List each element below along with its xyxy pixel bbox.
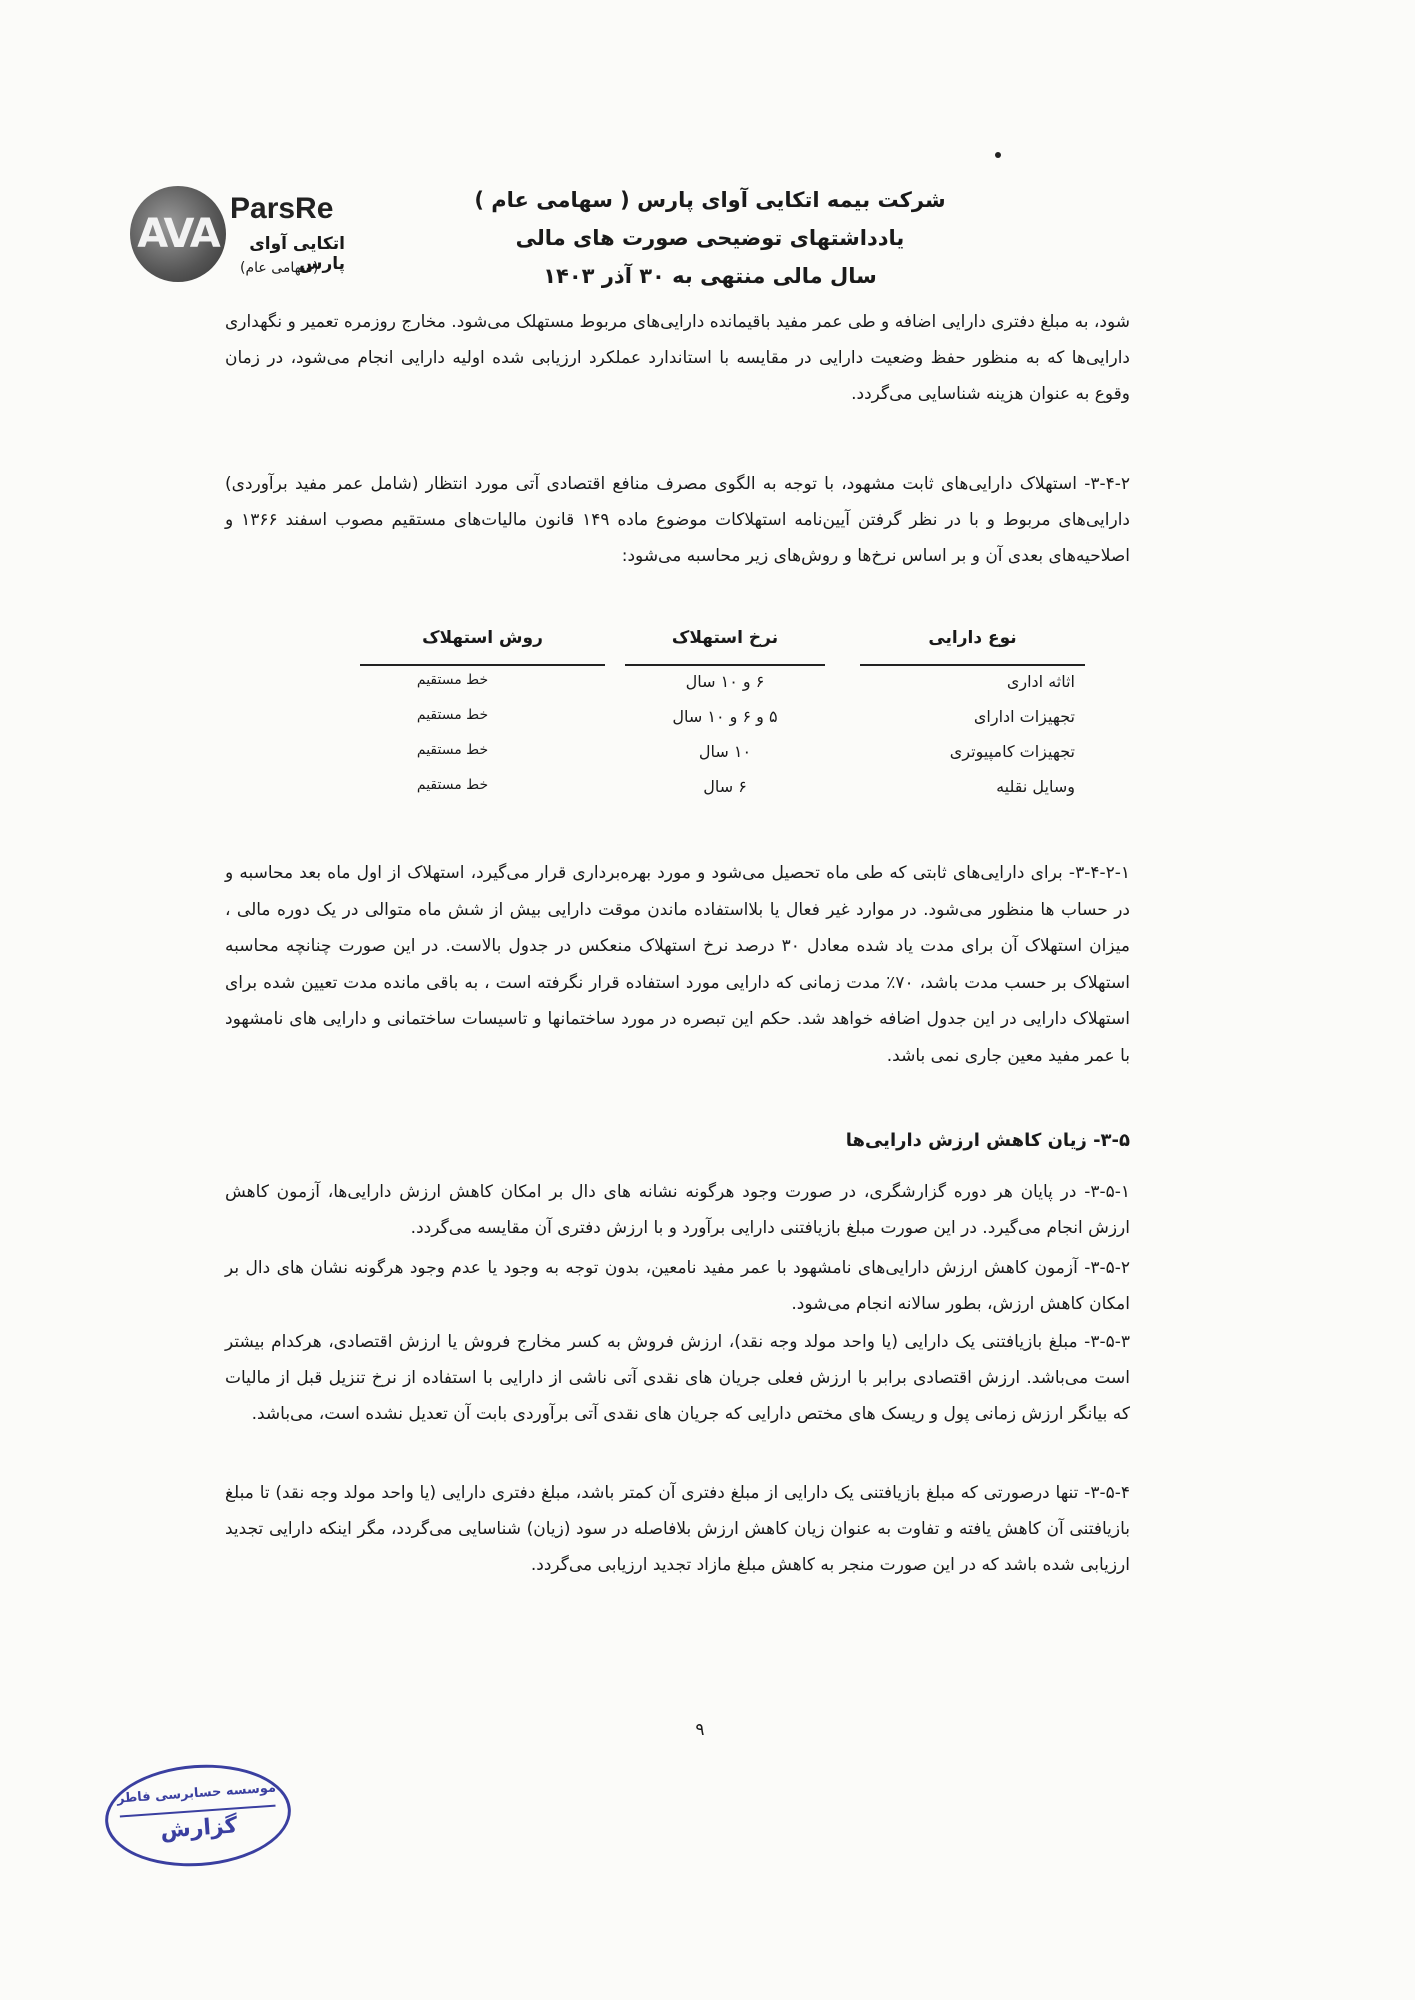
- cell-asset-type: وسایل نقلیه: [996, 777, 1075, 796]
- header-underline: [360, 664, 605, 666]
- stamp-label: گزارش: [159, 1813, 239, 1844]
- cell-rate: ۶ و ۱۰ سال: [685, 672, 765, 691]
- cell-method: خط مستقیم: [416, 742, 489, 758]
- document-subtitle: یادداشتهای توضیحی صورت های مالی: [515, 226, 905, 250]
- logo-type-fa: (سهامی عام): [240, 260, 319, 276]
- company-logo: [130, 178, 345, 288]
- cell-rate: ۵ و ۶ و ۱۰ سال: [672, 707, 778, 726]
- logo-mark: AVA: [137, 211, 219, 257]
- cell-asset-type: تجهیزات کامپیوتری: [949, 742, 1075, 761]
- paragraph-3-5-3: ۳-۵-۳- مبلغ بازیافتنی یک دارایی (یا واحد مولد وجه نقد)، ارزش فروش به کسر مخارج فروش یا ارزش اقتصادی، هرکدام بیشتر است می‌باشد. ارزش اقتصادی برابر با ارزش فعلی جریان های نقدی آتی ناشی از دارایی با استفاده از نرخ تنزیل قبل از مالیات که بیانگر ارزش زمانی پول و ریسک های مختص دارایی که جریان های نقدی آتی برآوردی بابت آن تعدیل نشده است، می‌باشد.: [225, 1332, 1130, 1424]
- cell-method: خط مستقیم: [416, 707, 489, 723]
- table-row: [360, 742, 1085, 777]
- paragraph-3-4-2: ۳-۴-۲- استهلاک دارایی‌های ثابت مشهود، با توجه به الگوی مصرف منافع اقتصادی آتی مورد انتظار (شامل عمر مفید برآوردی) دارایی‌های مربوط و با در نظر گرفتن آیین‌نامه استهلاکات موضوع ماده ۱۴۹ قانون مالیات‌های مستقیم مصوب اسفند ۱۳۶۶ و اصلاحیه‌های بعدی آن و بر اساس نرخ‌ها و روش‌های زیر محاسبه می‌شود:: [225, 474, 1131, 566]
- paragraph-3-4-2-1: ۳-۴-۲-۱- برای دارایی‌های ثابتی که طی ماه تحصیل می‌شود و مورد بهره‌برداری قرار می‌گیرد، استهلاک از اول ماه بعد محاسبه و در حساب ها منظور می‌شود. در موارد غیر فعال یا بلااستفاده ماندن موقت دارایی بیش از شش ماه متوالی در یک دوره مالی ، میزان استهلاک آن برای مدت یاد شده معادل ۳۰ درصد نرخ استهلاک منعکس در جدول بالاست. در این صورت چنانچه محاسبه استهلاک بر حسب مدت باشد، ۷۰٪ مدت زمانی که دارایی مورد استفاده قرار نگرفته است ، به باقی مانده مدت تعیین شده برای استهلاک دارایی در این جدول اضافه خواهد شد. حکم این تبصره در مورد ساختمانها و تاسیسات ساختمانی و دارایی های نامشهود با عمر مفید معین جاری نمی باشد.: [225, 863, 1130, 1066]
- table-row: [360, 672, 1085, 707]
- header-depreciation-rate: نرخ استهلاک: [671, 628, 779, 648]
- stamp-firm-name: موسسه حسابرسی فاطر: [116, 1780, 277, 1807]
- header-depreciation-method: روش استهلاک: [422, 628, 543, 648]
- fiscal-period: سال مالی منتهی به ۳۰ آذر ۱۴۰۳: [543, 264, 877, 288]
- table-header: [360, 628, 1085, 662]
- table-row: [360, 707, 1085, 742]
- paragraph-intro: شود، به مبلغ دفتری دارایی اضافه و طی عمر مفید باقیمانده دارایی‌های مربوط مستهلک می‌شود. مخارج روزمره تعمیر و نگهداری دارایی‌ها که به منظور حفظ وضعیت دارایی در مقایسه با استاندارد عملکرد ارزیابی شده اولیه دارایی انجام می‌شود، در زمان وقوع به عنوان هزینه شناسایی می‌گردد.: [225, 312, 1130, 404]
- depreciation-table: [360, 628, 1085, 796]
- paragraph-3-5-4: ۳-۵-۴- تنها درصورتی که مبلغ بازیافتنی یک دارایی از مبلغ دفتری آن کمتر باشد، مبلغ دفتری دارایی (یا واحد مولد وجه نقد) تا مبلغ بازیافتنی آن کاهش یافته و تفاوت به عنوان زیان کاهش ارزش بلافاصله در سود (زیان) شناسایی می‌گردد، مگر اینکه دارایی تجدید ارزیابی شده باشد که در این صورت منجر به کاهش مبلغ مازاد تجدید ارزیابی می‌گردد.: [225, 1483, 1130, 1575]
- header-asset-type: نوع دارایی: [928, 628, 1017, 648]
- paragraph-3-5-1: ۳-۵-۱- در پایان هر دوره گزارشگری، در صورت وجود هرگونه نشانه های دال بر امکان کاهش ارزش دارایی‌ها، آزمون کاهش ارزش انجام می‌گیرد. در این صورت مبلغ بازیافتنی دارایی برآورد و با ارزش دفتری آن مقایسه می‌گردد.: [225, 1182, 1130, 1238]
- company-title: شرکت بیمه اتکایی آوای پارس ( سهامی عام ): [474, 188, 946, 212]
- cell-rate: ۱۰ سال: [698, 742, 752, 761]
- auditor-stamp: [102, 1759, 295, 1873]
- header-underline: [625, 664, 825, 666]
- logo-emblem: [130, 186, 226, 282]
- cell-asset-type: تجهیزات ادارای: [973, 707, 1075, 726]
- page-number: ۹: [695, 1720, 705, 1740]
- logo-name-fa: اتکایی آوای پارس: [249, 234, 345, 274]
- header-underline: [860, 664, 1085, 666]
- cell-method: خط مستقیم: [416, 777, 489, 793]
- table-row: [360, 777, 1085, 812]
- cell-rate: ۶ سال: [703, 777, 747, 796]
- paragraph-3-5-2: ۳-۵-۲- آزمون کاهش ارزش دارایی‌های نامشهود با عمر مفید نامعین، بدون توجه به وجود یا عدم وجود هرگونه نشان های دال بر امکان کاهش ارزش، بطور سالانه انجام می‌شود.: [225, 1258, 1130, 1314]
- speck-mark: [995, 152, 1001, 158]
- logo-brand: ParsRe: [230, 192, 334, 225]
- section-title-impairment: ۳-۵- زیان کاهش ارزش دارایی‌ها: [845, 1130, 1130, 1151]
- cell-asset-type: اثاثه اداری: [1006, 672, 1075, 691]
- cell-method: خط مستقیم: [416, 672, 489, 688]
